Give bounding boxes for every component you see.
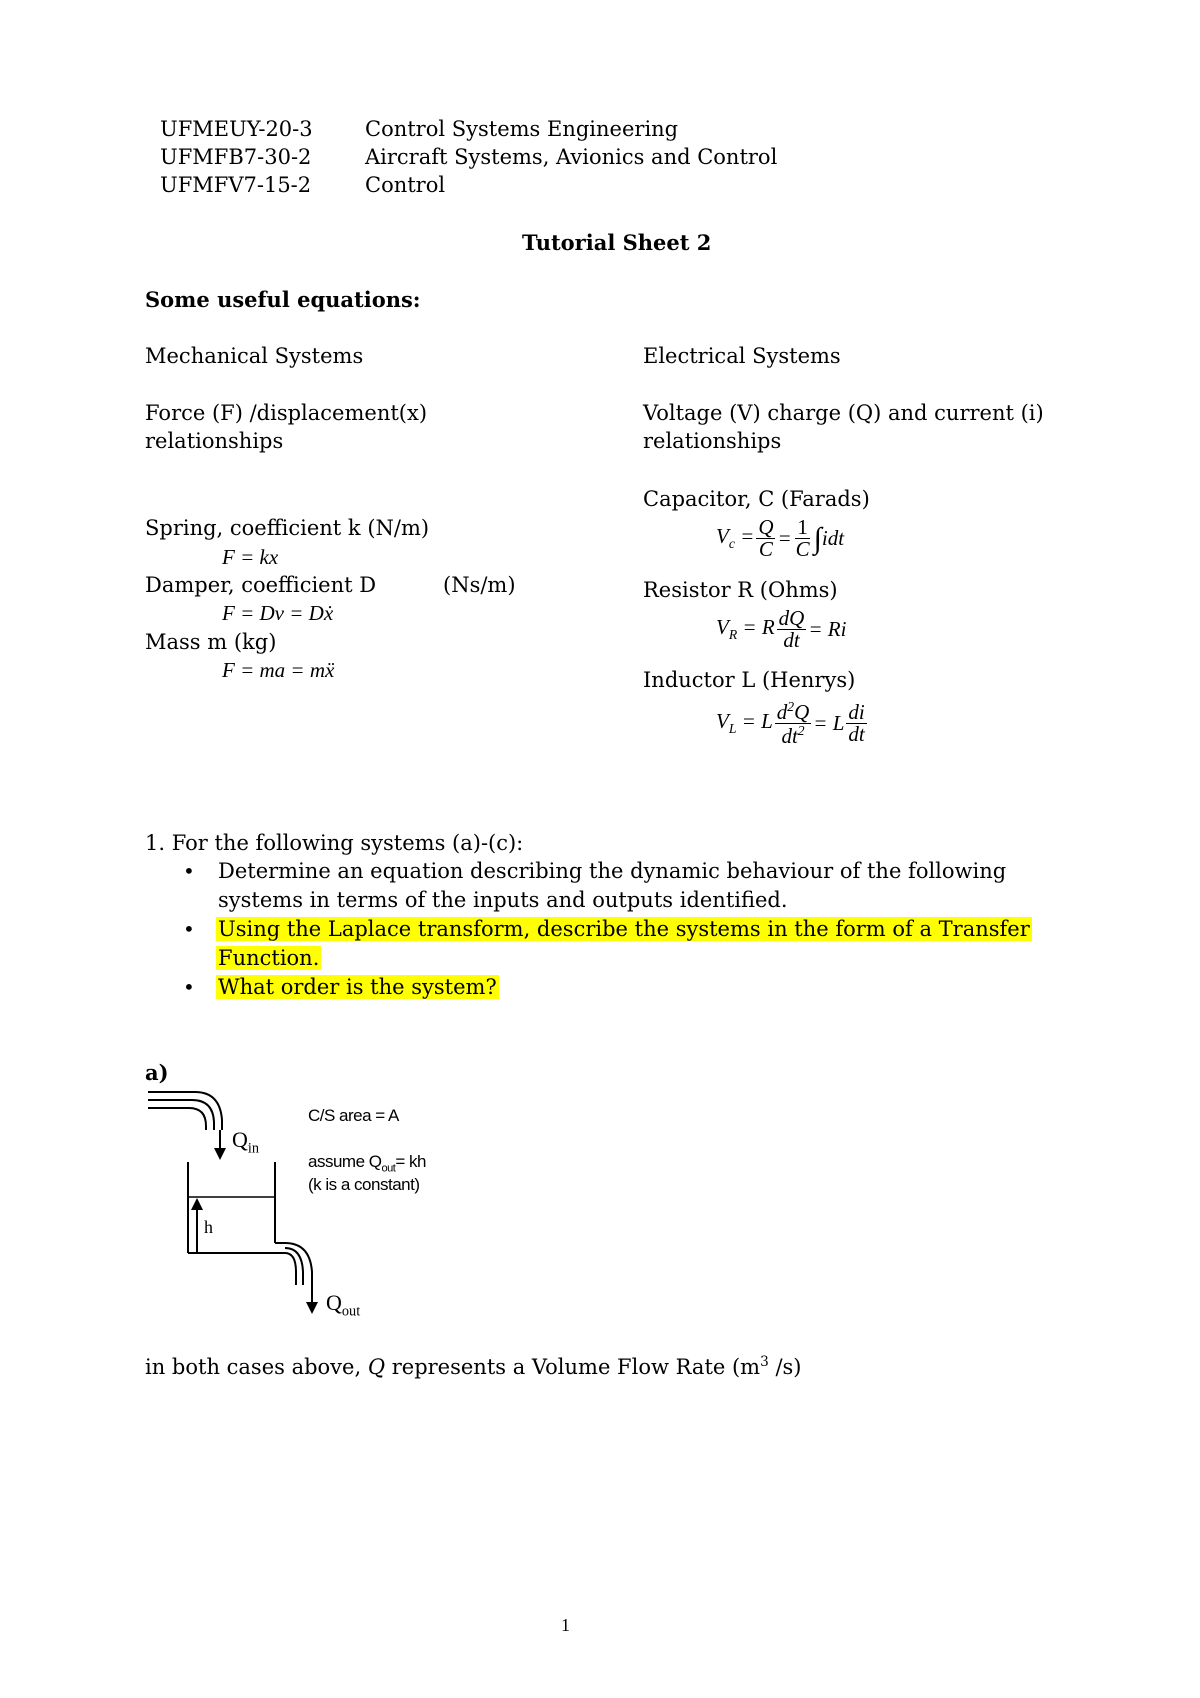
spring-label: Spring, coefficient k (N/m) bbox=[145, 516, 430, 540]
course-name-2: Aircraft Systems, Avionics and Control bbox=[365, 145, 778, 169]
bullet3: What order is the system? bbox=[218, 975, 497, 999]
page-number: 1 bbox=[561, 1615, 570, 1635]
course-name-1: Control Systems Engineering bbox=[365, 117, 679, 141]
damper-unit: (Ns/m) bbox=[443, 573, 516, 597]
mass-equation: F = ma = mẍ bbox=[222, 658, 335, 682]
elec-rel-line1: Voltage (V) charge (Q) and current (i) bbox=[643, 401, 1044, 425]
spring-equation: F = kx bbox=[222, 545, 279, 569]
qin-label: $Q_{in}$ bbox=[232, 1127, 260, 1157]
damper-equation: F = Dv = Dẋ bbox=[222, 601, 334, 625]
mass-label: Mass m (kg) bbox=[145, 630, 277, 654]
tank-diagram bbox=[140, 1080, 470, 1330]
assume-label: assume $Q_{out}=$ kh bbox=[308, 1152, 426, 1175]
bullet2-line2: Function. bbox=[218, 946, 320, 970]
bullet1-line2: systems in terms of the inputs and outputs identified. bbox=[218, 888, 788, 912]
resistor-equation: $V_R = R$ $\frac{dQ}{dt}$ = Ri bbox=[716, 606, 847, 652]
question-intro: 1. For the following systems (a)-(c): bbox=[145, 831, 524, 855]
course-name-3: Control bbox=[365, 173, 446, 197]
inductor-equation: $V_L = L$ $\frac{d^2Q}{dt^2}$ = L $\frac{di}{dt}$ bbox=[716, 699, 865, 748]
damper-label: Damper, coefficient D bbox=[145, 573, 377, 597]
elec-rel-line2: relationships bbox=[643, 429, 782, 453]
figure-label: a) bbox=[145, 1060, 169, 1085]
mech-rel-line2: relationships bbox=[145, 429, 284, 453]
capacitor-label: Capacitor, C (Farads) bbox=[643, 487, 870, 511]
course-code-3: UFMFV7-15-2 bbox=[160, 173, 312, 197]
volume-flow-note: in both cases above, Q represents a Volume Flow Rate ($m^3$ /s) bbox=[145, 1354, 802, 1379]
course-code-1: UFMEUY-20-3 bbox=[160, 117, 313, 141]
useful-heading: Some useful equations: bbox=[145, 287, 421, 312]
h-label: h bbox=[204, 1217, 213, 1237]
bullet-marker-3: • bbox=[183, 975, 195, 999]
mech-rel-line1: Force (F) /displacement(x) bbox=[145, 401, 428, 425]
elec-heading: Electrical Systems bbox=[643, 344, 841, 368]
course-code-2: UFMFB7-30-2 bbox=[160, 145, 312, 169]
bullet-marker-2: • bbox=[183, 917, 195, 941]
bullet2-line1: Using the Laplace transform, describe the systems in the form of a Transfer bbox=[218, 917, 1030, 941]
bullet-marker-1: • bbox=[183, 859, 195, 883]
bullet1-line1: Determine an equation describing the dynamic behaviour of the following bbox=[218, 859, 1007, 883]
capacitor-equation: $V_c$ = $\frac{Q}{C}$ = $\frac{1}{C}$ ∫ idt bbox=[716, 515, 845, 561]
resistor-label: Resistor R (Ohms) bbox=[643, 578, 838, 602]
area-label: C/S area = A bbox=[308, 1106, 399, 1125]
inductor-label: Inductor L (Henrys) bbox=[643, 668, 856, 692]
mech-heading: Mechanical Systems bbox=[145, 344, 364, 368]
qout-label: $Q_{out}$ bbox=[326, 1290, 361, 1320]
constant-label: (k is a constant) bbox=[308, 1175, 420, 1194]
page-title: Tutorial Sheet 2 bbox=[522, 230, 712, 255]
